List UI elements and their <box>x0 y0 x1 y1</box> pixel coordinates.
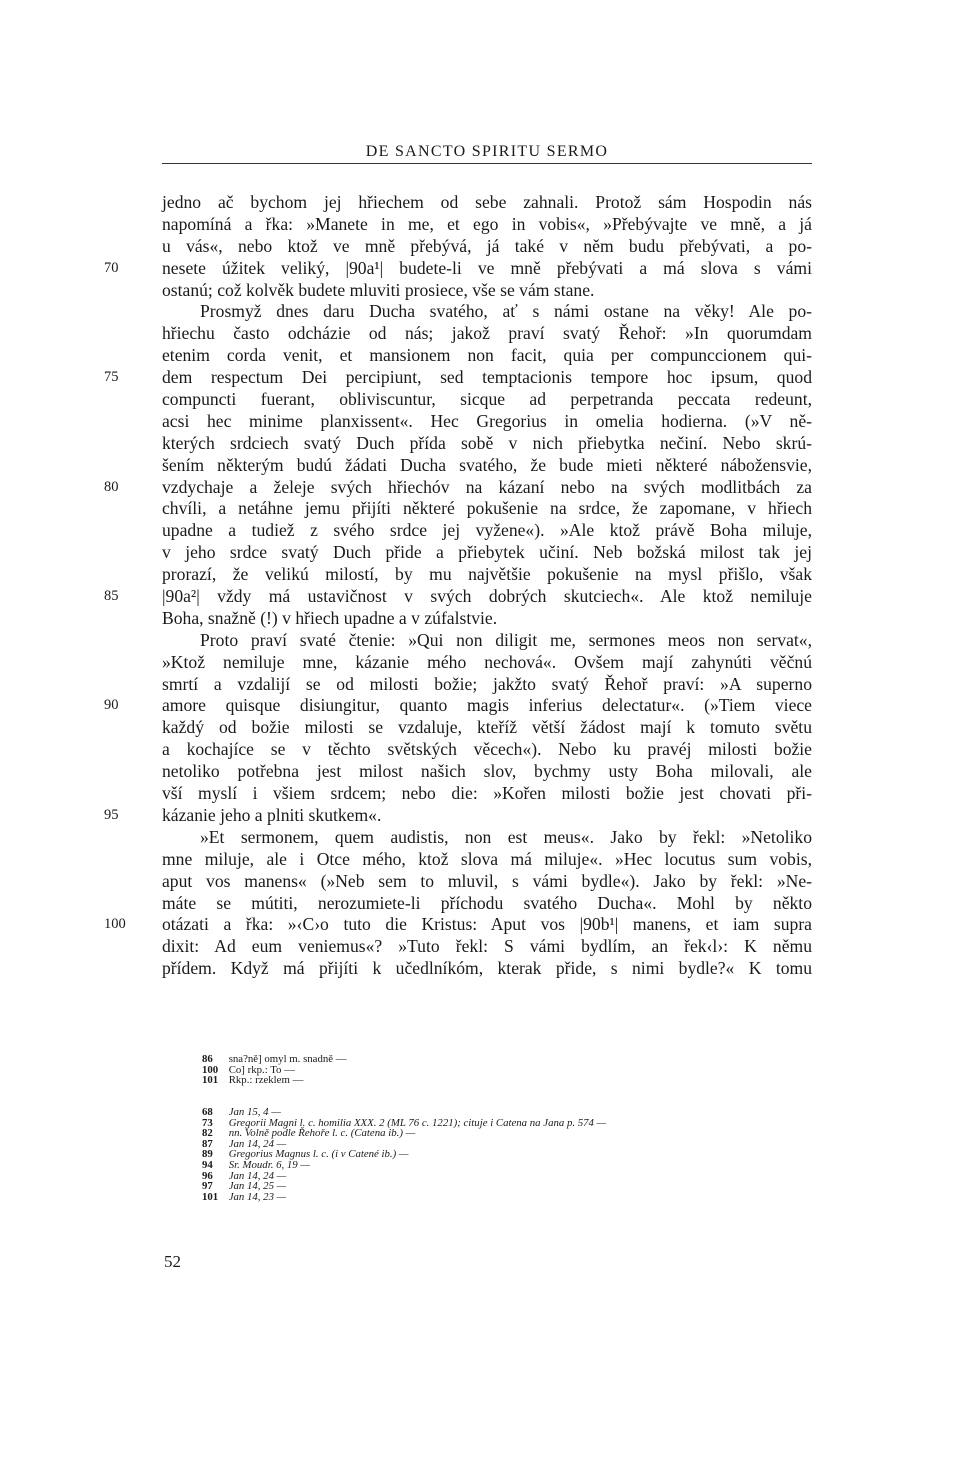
line-text: Proto praví svaté čtenie: »Qui non diligit me, sermones meos non servat«, <box>200 629 812 650</box>
text-line <box>162 849 812 871</box>
text-line <box>162 455 812 477</box>
footnote-line-ref: 101 <box>202 1074 219 1087</box>
text-line <box>162 871 812 893</box>
line-number: 75 <box>104 369 119 386</box>
text-line <box>162 411 812 433</box>
line-text: Prosmyž dnes daru Ducha svatého, ať s námi ostane na věky! Ale po- <box>200 301 812 322</box>
text-line <box>162 192 812 214</box>
footnote-line-ref: 73 <box>202 1116 213 1129</box>
text-line <box>162 893 812 915</box>
footnote-line-ref: 100 <box>202 1063 219 1076</box>
line-text: šením některým budú žádati Ducha svatého, že bude mieti některé nábožensvie, <box>162 454 812 475</box>
main-text <box>104 192 812 980</box>
line-text: ostanú; což kolvěk budete mluviti prosiece, vše se vám stane. <box>162 279 595 300</box>
line-text: každý od božie milosti se vzdaluje, kteříž větší žádost mají k tomuto světu <box>162 717 812 738</box>
text-line <box>162 280 812 302</box>
line-text: compuncti fuerant, obliviscuntur, sicque ad perpetranda peccata redeunt, <box>162 389 812 410</box>
text-line <box>104 476 812 499</box>
footnote-text: Jan 15, 4 — <box>228 1106 281 1118</box>
line-text: a kochajíce se v těchto světských věcech«). Nebo ku pravéj milosti božie <box>162 739 812 760</box>
text-line <box>162 520 812 542</box>
text-line <box>162 739 812 761</box>
text-line <box>104 257 812 280</box>
line-text: amore quisque disiungitur, quanto magis inferius delectatur«. (»Tiem viece <box>162 695 812 716</box>
footnote-line-ref: 86 <box>202 1053 213 1065</box>
footnote <box>202 1075 762 1086</box>
line-text: netoliko potřebna jest milost našich slov, bychmy usty Boha milovali, ale <box>162 761 812 782</box>
line-text: etenim corda venit, et mansionem non facit, quia per compunccionem qui- <box>162 345 812 366</box>
text-line <box>162 542 812 564</box>
text-line <box>162 783 812 805</box>
line-text: aput vos manens« (»Neb sem to mluvil, s vámi bydle«). Jako by řekl: »Ne- <box>162 870 812 891</box>
line-text: kázanie jeho a plniti skutkem«. <box>162 804 382 825</box>
text-line <box>162 827 812 849</box>
line-number: 95 <box>104 806 119 823</box>
text-line <box>104 586 812 608</box>
line-text: u vás«, nebo ktož ve mně přebývá, já také v něm budu přebývati, a po- <box>162 235 812 256</box>
critical-apparatus <box>202 1054 762 1086</box>
text-line <box>162 761 812 783</box>
footnote-text: Co] rkp.: To — <box>228 1063 295 1076</box>
line-text: |90a²| vždy má ustavičnost v svých dobrých skutciech«. Ale ktož nemiluje <box>162 586 812 607</box>
line-text: hřiechu často odcházie od nás; jakož praví svatý Řehoř: »In quorumdam <box>162 323 812 344</box>
footnote-line-ref: 89 <box>202 1148 213 1161</box>
line-text: acsi hec minime planxissent«. Hec Gregorius in omelia hodierna. (»V ně- <box>162 410 812 431</box>
text-line <box>162 433 812 455</box>
line-text: v jeho srdce svatý Duch přide a přiebytek učiní. Neb božská milost tak jej <box>162 542 812 563</box>
footnote-text: Gregorius Magnus l. c. (i v Catené ib.) — <box>228 1148 409 1161</box>
line-text: upadne a tudiež z svého srdce jej vyžene«). »Ale ktož právě Boha miluje, <box>162 520 812 541</box>
line-text: dixit: Ad eum veniemus«? »Tuto řekl: S vámi bydlím, an řek‹l›: K němu <box>162 936 812 957</box>
text-line <box>162 717 812 739</box>
text-line <box>162 958 812 980</box>
line-text: otázati a řka: »‹C›o tuto die Kristus: Aput vos |90b¹| manens, et iam supra <box>162 914 812 935</box>
footnote-line-ref: 68 <box>202 1106 213 1118</box>
line-number: 90 <box>104 697 119 714</box>
line-number: 85 <box>104 588 119 605</box>
text-line <box>104 695 812 717</box>
footnote-line-ref: 82 <box>202 1127 213 1140</box>
text-line <box>162 564 812 586</box>
text-line <box>104 914 812 936</box>
text-line <box>104 367 812 389</box>
line-text: přídem. Když má přijíti k učedlníkóm, kterak přide, s nimi bydle?« K tomu <box>162 958 812 979</box>
line-number: 100 <box>104 916 126 933</box>
footnote-text: Gregorii Magni l. c. homilia XXX. 2 (ML 76 c. 1221); cituje i Catena na Jana p. 574 — <box>228 1116 607 1129</box>
footnote-line-ref: 87 <box>202 1137 213 1150</box>
text-line <box>162 498 812 520</box>
line-text: kterých srdciech svatý Duch přída sobě v nich přiebytka nečiní. Nebo skrú- <box>162 432 812 453</box>
footnote-line-ref: 101 <box>202 1190 219 1203</box>
line-text: vzdychaje a želeje svých hřiechóv na kázaní nebo na svých modlitbách za <box>162 476 812 497</box>
header-rule <box>162 163 812 164</box>
footnote-text: Jan 14, 23 — <box>228 1190 287 1203</box>
running-header: DE SANCTO SPIRITU SERMO <box>365 143 609 160</box>
line-text: chvíli, a netáhne jemu přijíti některé pokušenie na srdce, že zapomane, v hřiech <box>162 498 812 519</box>
line-text: nesete úžitek veliký, |90a¹| budete-li ve mně přebývati a má slova s vámi <box>162 257 812 278</box>
line-text: dem respectum Dei percipiunt, sed temptacionis tempore hoc ipsum, quod <box>162 367 812 388</box>
footnote-text: Jan 14, 25 — <box>228 1180 287 1193</box>
text-line <box>104 804 812 827</box>
text-line <box>162 236 812 258</box>
footnote-text: Sr. Moudr. 6, 19 — <box>228 1158 310 1171</box>
footnote-text: Rkp.: rzeklem — <box>228 1074 304 1087</box>
text-line <box>162 936 812 958</box>
footnote-line-ref: 94 <box>202 1158 213 1171</box>
line-text: vší myslí i všiem srdcem; nebo die: »Kořen milosti božie jest chovati při- <box>162 783 812 804</box>
text-line <box>162 214 812 236</box>
footnote-text: Jan 14, 24 — <box>228 1169 287 1182</box>
line-text: jedno ač bychom jej hřiechem od sebe zahnali. Protož sám Hospodin nás <box>162 192 812 212</box>
page-number: 52 <box>164 1252 181 1271</box>
line-text: napomíná a řka: »Manete in me, et ego in vobis«, »Přebývajte ve mně, a já <box>162 213 812 234</box>
text-line <box>162 608 812 630</box>
line-text: »Ktož nemiluje mne, kázanie mého nechová«. Ovšem mají zahynúti věčnú <box>162 651 812 672</box>
text-line <box>162 630 812 652</box>
footnote-text: sna?ně] omyl m. snadně — <box>228 1053 347 1065</box>
footnote-line-ref: 96 <box>202 1169 213 1182</box>
line-text: Boha, snažně (!) v hřiech upadne a v zúfalstvie. <box>162 607 498 628</box>
footnote-text: Jan 14, 24 — <box>228 1137 287 1150</box>
line-number: 80 <box>104 478 119 495</box>
text-line <box>162 301 812 323</box>
footnote-text: nn. Volně podle Řehoře l. c. (Catena ib.) — <box>228 1127 416 1140</box>
text-line <box>162 652 812 674</box>
text-line <box>162 345 812 367</box>
line-text: »Et sermonem, quem audistis, non est meus«. Jako by řekl: »Netoliko <box>200 826 812 847</box>
text-line <box>162 323 812 345</box>
line-text: máte se mútiti, nerozumiete-li příchodu svatého Ducha«. Mohl by někto <box>162 892 812 913</box>
line-text: mne miluje, ale i Otce mého, ktož slova má miluje«. »Hec locutus sum vobis, <box>162 848 812 869</box>
text-line <box>162 674 812 696</box>
source-apparatus <box>202 1107 762 1202</box>
footnote-line-ref: 97 <box>202 1180 213 1193</box>
text-line <box>162 389 812 411</box>
line-text: smrtí a vzdalijí se od milosti božie; jakžto svatý Řehoř praví: »A superno <box>162 673 812 694</box>
footnote <box>202 1192 762 1203</box>
line-text: prorazí, že velikú milostí, by mu najvětšie pokušenie na mysl přišlo, však <box>162 564 812 585</box>
line-number: 70 <box>104 259 119 276</box>
